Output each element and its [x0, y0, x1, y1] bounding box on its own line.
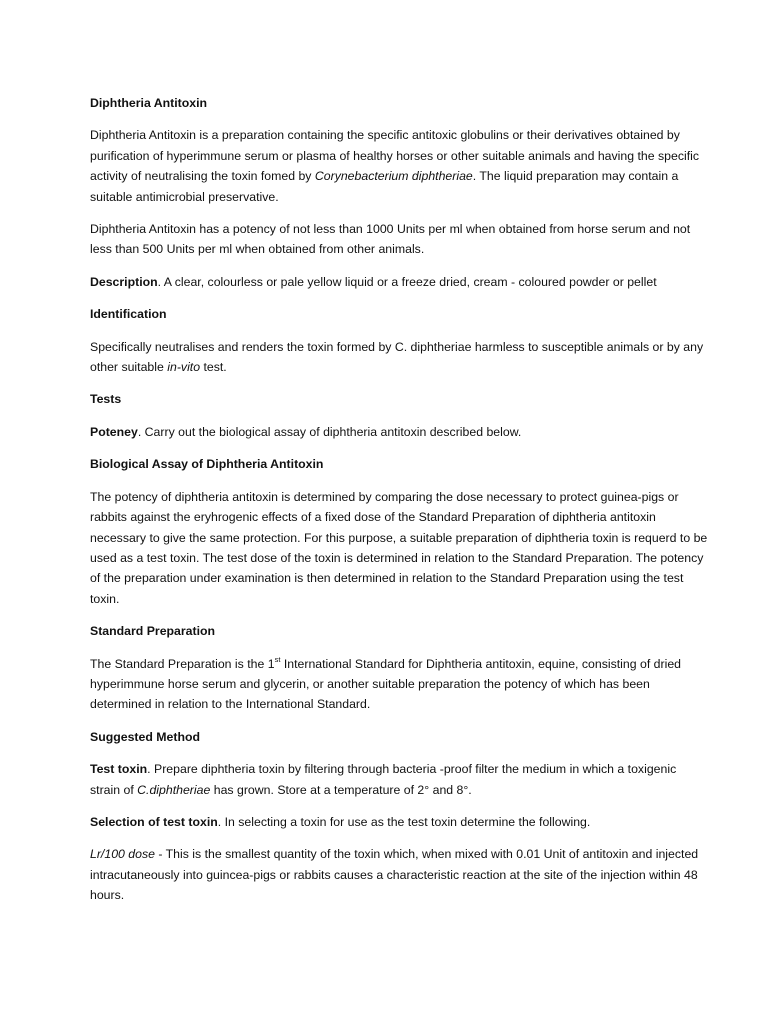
identification-paragraph	[90, 337, 708, 378]
standard-paragraph	[90, 654, 708, 715]
document-title: Diphtheria Antitoxin	[90, 96, 208, 110]
test-toxin-paragraph	[90, 759, 708, 800]
potency-test-text: . Carry out the biological assay of diphtheria antitoxin described below.	[137, 424, 522, 439]
standard-heading: Standard Preparation	[90, 624, 216, 639]
lr100-label: Lr/100 dose	[90, 847, 155, 862]
method-heading: Suggested Method	[90, 729, 200, 744]
selection-paragraph	[90, 812, 708, 832]
test-toxin-label: Test toxin	[90, 762, 148, 777]
intro-paragraph	[90, 125, 708, 207]
standard-text-2: International Standard for Diphtheria antitoxin, equine, consisting of dried hyperimmune horse serum and glycerin, or another suitable preparation the potency of which has been determined in relation to the International Standard.	[90, 656, 682, 712]
standard-text-1: The Standard Preparation is the 1	[90, 656, 275, 671]
identification-heading: Identification	[90, 307, 167, 322]
intro-text-1: Diphtheria Antitoxin is a preparation containing the specific antitoxic globulins or their derivatives obtained by purification of hyperimmune serum or plasma of healthy horses or other suitable animals and having the specific activity of neutralising the toxin fomed by	[90, 128, 700, 184]
assay-paragraph: The potency of diphtheria antitoxin is determined by comparing the dose necessary to protect guinea-pigs or rabbits against the eryhrogenic effects of a fixed dose of the Standard Preparation of diphtheria antitoxin necessary to give the same protection. For this purpose, a suitable preparation of diphtheria toxin is requerd to be used as a test toxin. The test dose of the toxin is determined in relation to the Standard Preparation. The potency of the preparation under examination is then determined in relation to the Standard Preparation using the test toxin.	[90, 489, 708, 606]
lr100-paragraph	[90, 844, 708, 905]
selection-label: Selection of test toxin	[90, 814, 218, 829]
standard-superscript: st	[274, 654, 281, 664]
description-text: . A clear, colourless or pale yellow liquid or a freeze dried, cream - coloured powder or pellet	[157, 274, 657, 289]
identification-italic: in-vito	[167, 360, 201, 375]
potency-test-label: Poteney	[90, 424, 138, 439]
description-label: Description	[90, 274, 158, 289]
description-paragraph	[90, 272, 708, 292]
test-toxin-text-1: . Prepare diphtheria toxin by filtering through bacteria -proof filter the medium in which a toxigenic strain of	[90, 762, 677, 797]
assay-heading: Biological Assay of Diphtheria Antitoxin	[90, 457, 324, 472]
intro-text-2: . The liquid preparation may contain a suitable antimicrobial preservative.	[90, 169, 679, 204]
test-toxin-text-2: has grown. Store at a temperature of 2° and 8°.	[210, 782, 472, 797]
selection-text: . In selecting a toxin for use as the test toxin determine the following.	[217, 814, 591, 829]
identification-text-1: Specifically neutralises and renders the toxin formed by C. diphtheriae harmless to susceptible animals or by any other suitable	[90, 339, 704, 375]
identification-text-2: test.	[200, 360, 227, 375]
tests-heading: Tests	[90, 392, 122, 407]
potency-paragraph: Diphtheria Antitoxin has a potency of not less than 1000 Units per ml when obtained from horse serum and not less than 500 Units per ml when obtained from other animals.	[90, 222, 691, 257]
strain-name: C.diphtheriae	[137, 782, 211, 797]
organism-name: Corynebacterium diphtheriae	[314, 169, 473, 184]
potency-test-paragraph	[90, 422, 708, 442]
lr100-text: - This is the smallest quantity of the toxin which, when mixed with 0.01 Unit of antitoxin and injected intracutaneously into guincea-pigs or rabbits causes a characteristic reaction at the site of the injection within 48 hours.	[90, 847, 699, 903]
